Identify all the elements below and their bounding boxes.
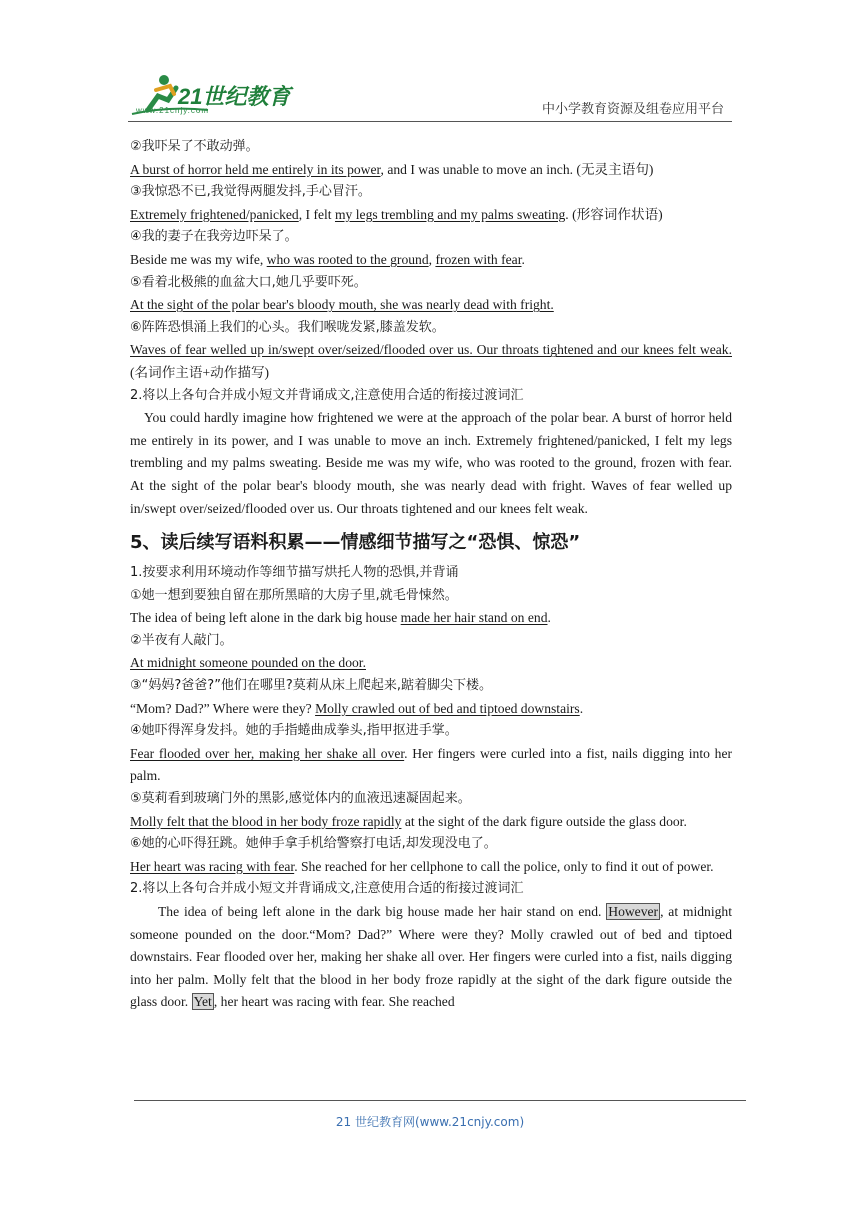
zh-sentence: ③“妈妈?爸爸?”他们在哪里?莫莉从床上爬起来,踮着脚尖下楼。 — [130, 678, 492, 694]
platform-label: 中小学教育资源及组卷应用平台 — [541, 102, 724, 117]
text-run: . — [547, 610, 551, 626]
en-sentence — [130, 249, 732, 272]
zh-sentence: ⑥阵阵恐惧涌上我们的心头。我们喉咙发紧,膝盖发软。 — [130, 319, 445, 335]
text-run: , at midnight someone pounded on the door.“Mom? Dad?” Where were they? Molly crawled out of bed and tiptoed downstairs. Fear flooded over her, making her shake all over. Her fingers were curled into a fist, nails digging into her palm. Molly felt that the blood in her body froze rapidly at the sight of the dark figure outside the glass door. — [130, 904, 732, 1010]
en-sentence — [130, 607, 732, 630]
underlined-phrase: frozen with fear — [435, 251, 522, 267]
text-run: , her heart was racing with fear. She reached — [213, 994, 455, 1010]
text-run: , and I was unable to move an inch. (无灵主语句) — [380, 161, 654, 177]
underlined-phrase: Molly crawled out of bed and tiptoed downstairs — [315, 700, 580, 716]
text-run: . She reached for her cellphone to call the police, only to find it out of power. — [294, 858, 714, 874]
zh-sentence: ④她吓得浑身发抖。她的手指蜷曲成拳头,指甲抠进手掌。 — [130, 723, 458, 739]
highlighted-transition: However — [608, 904, 659, 919]
underlined-phrase: made her hair stand on end — [400, 610, 548, 626]
zh-sentence: ④我的妻子在我旁边吓呆了。 — [130, 229, 298, 245]
zh-sentence: ⑤莫莉看到玻璃门外的黑影,感觉体内的血液迅速凝固起来。 — [130, 791, 471, 807]
section-title: 5、读后续写语料积累——情感细节描写之“恐惧、惊恐” — [130, 532, 581, 554]
zh-sentence: ①她一想到要独自留在那所黑暗的大房子里,就毛骨悚然。 — [130, 587, 458, 603]
en-sentence — [130, 856, 732, 879]
underlined-phrase: Molly felt that the blood in her body froze rapidly — [130, 813, 402, 829]
footer-divider — [134, 1100, 746, 1101]
text-run: , — [428, 251, 436, 267]
en-sentence — [130, 339, 732, 384]
summary-paragraph: You could hardly imagine how frightened we were at the approach of the polar bear. A burst of horror held me entirely in its power, and I was unable to move an inch. Extremely frightened/panicked, I felt my legs trembling and my palms sweating. Beside me was my wife, who was rooted to the ground, frozen with fear. At the sight of the polar bear's bloody mouth, she was nearly dead with fright. Waves of fear welled up in/swept over/seized/flooded over us. Our throats tightened and our knees felt weak. — [130, 410, 732, 516]
zh-sentence: ⑤看着北极熊的血盆大口,她几乎要吓死。 — [130, 274, 367, 290]
highlighted-transition: Yet — [193, 994, 212, 1010]
underlined-phrase: At midnight someone pounded on the door. — [130, 655, 366, 671]
summary-paragraph — [130, 901, 732, 1014]
text-run: (名词作主语+动作描写) — [130, 364, 270, 380]
zh-sentence: ②我吓呆了不敢动弹。 — [130, 139, 259, 154]
page-header — [0, 0, 860, 125]
en-sentence — [130, 743, 732, 788]
en-sentence — [130, 698, 732, 721]
underlined-phrase: who was rooted to the ground — [266, 251, 429, 267]
logo-text: 21世纪教育 — [178, 84, 291, 109]
underlined-phrase: Her heart was racing with fear — [130, 858, 295, 874]
task-instruction: 2.将以上各句合并成小短文并背诵成文,注意使用合适的衔接过渡词汇 — [130, 387, 524, 403]
zh-sentence: ⑥她的心吓得狂跳。她伸手拿手机给警察打电话,却发现没电了。 — [130, 836, 497, 852]
zh-sentence: ②半夜有人敲门。 — [130, 632, 233, 648]
task-instruction: 1.按要求利用环境动作等细节描写烘托人物的恐惧,并背诵 — [130, 565, 459, 581]
text-run: The idea of being left alone in the dark big house — [130, 610, 401, 626]
underlined-phrase: Fear flooded over her, making her shake all over — [130, 745, 405, 761]
text-run: The idea of being left alone in the dark big house made her hair stand on end. — [158, 904, 607, 919]
underlined-phrase: Extremely frightened/panicked — [130, 206, 299, 222]
text-run: Beside me was my wife, — [130, 251, 267, 267]
en-sentence — [130, 294, 732, 317]
text-run: “Mom? Dad?” Where were they? — [130, 700, 316, 716]
text-run: . — [521, 251, 525, 267]
text-run: . (形容词作状语) — [565, 206, 663, 222]
text-run: . — [579, 700, 584, 716]
logo-url: www.21cnjy.com — [136, 106, 209, 115]
text-run: , I felt — [298, 206, 335, 222]
en-sentence — [130, 159, 732, 182]
task-instruction: 2.将以上各句合并成小短文并背诵成文,注意使用合适的衔接过渡词汇 — [130, 881, 524, 897]
page-footer: 21 世纪教育网(www.21cnjy.com) — [335, 1115, 525, 1129]
header-divider — [128, 121, 732, 122]
underlined-phrase: A burst of horror held me entirely in its power — [130, 161, 381, 177]
en-sentence — [130, 652, 732, 675]
text-run: . Her fingers were curled into a fist, nails digging into her palm. — [130, 745, 733, 784]
underlined-phrase: my legs trembling and my palms sweating — [334, 206, 566, 222]
document-body — [130, 136, 732, 1014]
zh-sentence: ③我惊恐不已,我觉得两腿发抖,手心冒汗。 — [130, 184, 371, 200]
en-sentence — [130, 811, 732, 834]
underlined-phrase: Waves of fear welled up in/swept over/seized/flooded over us. Our throats tightened and our knees felt weak. — [130, 342, 732, 358]
text-run: at the sight of the dark figure outside the glass door. — [401, 813, 687, 829]
underlined-phrase: At the sight of the polar bear's bloody mouth, she was nearly dead with fright. — [130, 297, 554, 313]
en-sentence — [130, 204, 732, 227]
